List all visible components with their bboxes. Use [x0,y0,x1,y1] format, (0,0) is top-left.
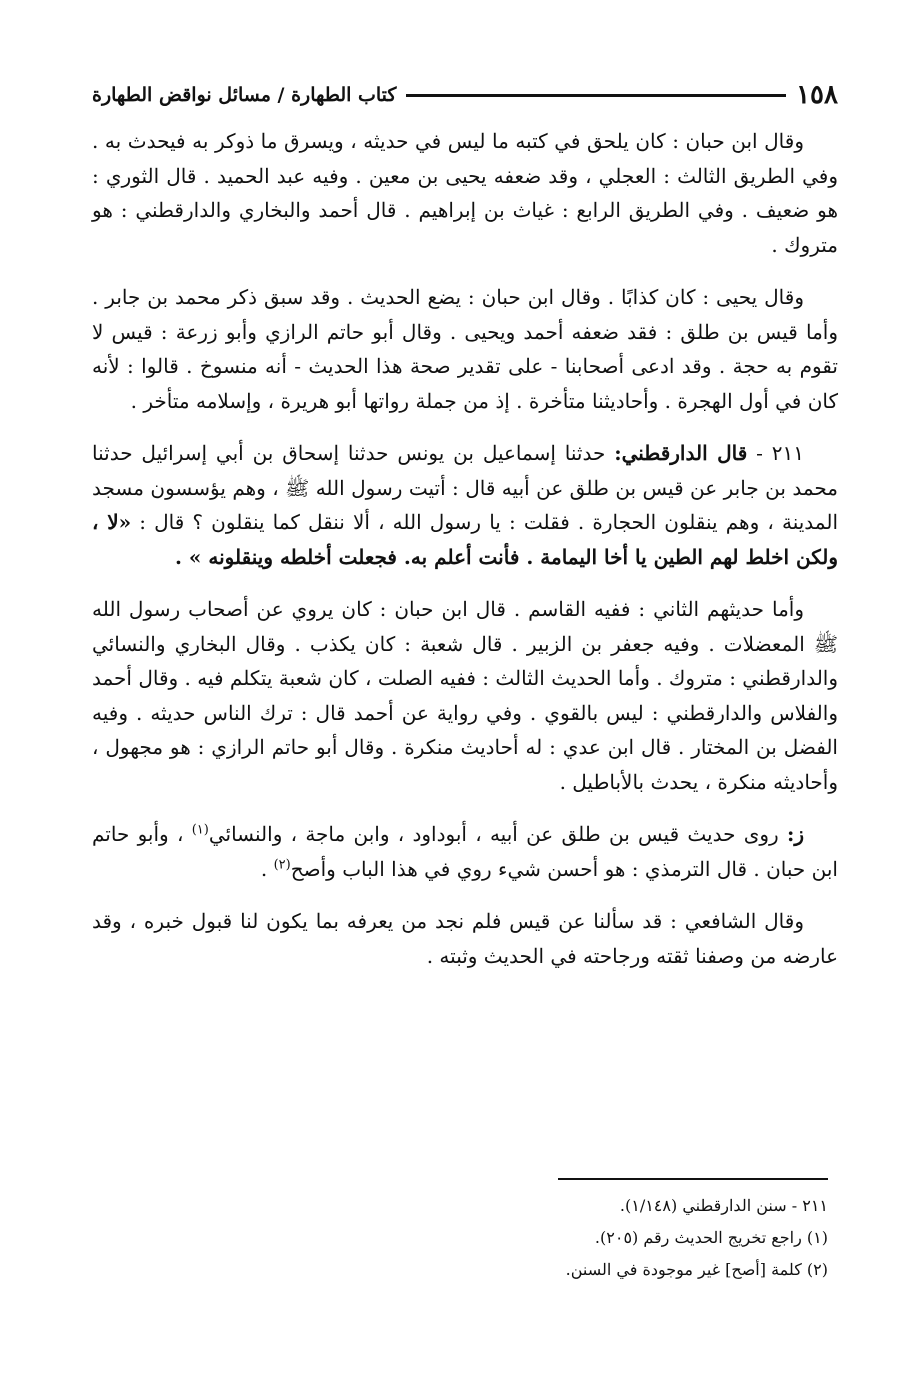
footnote-1: (١) راجع تخريج الحديث رقم (٢٠٥). [594,1228,828,1247]
paragraph-4: وأما حديثهم الثاني : ففيه القاسم . قال ابن حبان : كان يروي عن أصحاب رسول الله ﷺ المعضلات . وفيه جعفر بن الزبير . قال شعبة : كان يكذب . وقال البخاري والنسائي والدارقطني : متروك . وأما الحديث الثالث : ففيه الصلت ، كان شعبة يتكلم فيه . وقال أحمد والفلاس والدارقطني : ليس بالقوي . وفي رواية عن أحمد قال : ترك الناس حديثه . وفيه الفضل بن المختار . قال ابن عدي : له أحاديث منكرة . وقال أبو حاتم الرازي : هو مجهول ، وأحاديثه منكرة ، يحدث بالأباطيل . [91,597,838,794]
footnotes [328,1190,828,1286]
hadith-body: حدثنا إسماعيل بن يونس حدثنا إسحاق بن أبي إسرائيل حدثنا محمد بن جابر عن قيس بن طلق عن أبيه قال : أتيت رسول الله ﷺ ، وهم يؤسسون مسجد المدينة ، وهم ينقلون الحجارة . فقلت : يا رسول الله ، ألا ننقل كما ينقلون ؟ قال : [92,441,839,534]
hadith-quote: «لا ، ولكن اخلط لهم الطين يا أخا اليمامة . فأنت أعلم به. فجعلت أخلطه وينقلونه » . [92,510,838,569]
paragraph-5-part-a: روى حديث قيس بن طلق عن أبيه ، أبوداود ، وابن ماجة ، والنسائي [208,822,779,846]
addition-mark: ز: [786,822,805,846]
footnote-ref-1: (١) [191,822,209,838]
footnote-separator [558,1178,828,1180]
running-header [92,78,838,112]
footnote-211: ٢١١ - سنن الدارقطني (١/١٤٨). [619,1196,828,1215]
hadith-number: ٢١١ - [756,441,805,465]
paragraph-6: وقال الشافعي : قد سألنا عن قيس فلم نجد من يعرفه بما يكون لنا قبول خبره ، وقد عارضه من وصفنا ثقته ورجاحته في الحديث وثبته . [92,909,838,968]
hadith-intro: قال الدارقطني: [614,441,748,465]
footnote-2: (٢) كلمة [أصح] غير موجودة في السنن. [565,1260,828,1279]
footnote-ref-2: (٢) [273,856,291,872]
header-rule [406,94,786,97]
paragraph-1: وقال ابن حبان : كان يلحق في كتبه ما ليس في حديثه ، ويسرق ما ذوكر به فيحدث به . وفي الطريق الثالث : العجلي ، وقد ضعفه يحيى بن معين . وفيه عبد الحميد . قال الثوري : هو ضعيف . وفي الطريق الرابع : غياث بن إبراهيم . قال أحمد والبخاري والدارقطني : هو متروك . [92,129,838,257]
main-text [92,124,838,991]
page-number: ١٥٨ [796,80,838,110]
paragraph-5 [92,817,838,886]
paragraph-2: وقال يحيى : كان كذابًا . وقال ابن حبان : يضع الحديث . وقد سبق ذكر محمد بن جابر . وأما قيس بن طلق : فقد ضعفه أحمد ويحيى . وقال أبو حاتم الرازي وأبو زرعة : قيس لا تقوم به حجة . وقد ادعى أصحابنا - على تقدير صحة هذا الحديث - أنه منسوخ . قالوا : لأنه كان في أول الهجرة . وأحاديثنا متأخرة . إذ من جملة رواتها أبو هريرة ، وإسلامه متأخر . [92,285,838,413]
paragraph-5-part-c: . [260,856,268,881]
header-title: كتاب الطهارة / مسائل نواقض الطهارة [92,84,397,106]
hadith-211 [92,436,838,574]
paragraph-5-part-b: ، وأبو حاتم ابن حبان . قال الترمذي : هو أحسن شيء روي في هذا الباب وأصح [92,822,838,881]
